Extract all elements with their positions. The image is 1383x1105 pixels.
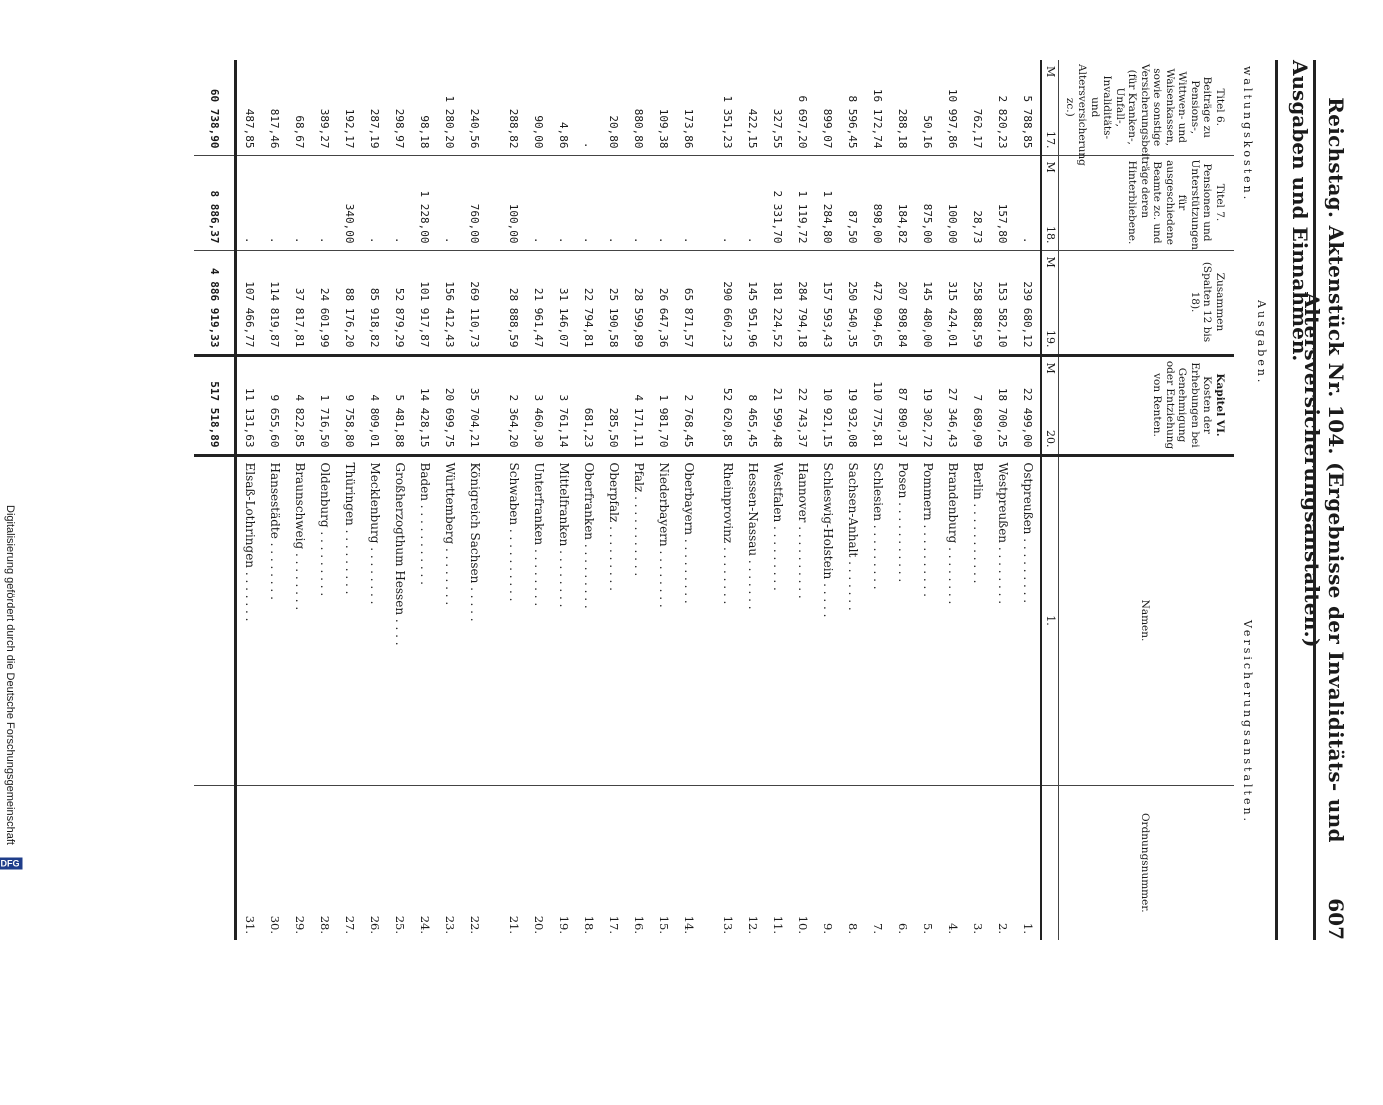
- cell-c18: 87,50: [840, 155, 865, 250]
- cell-ord: 20.: [526, 785, 551, 940]
- cell-ord: 22.: [462, 785, 487, 940]
- unit-name: 1.: [1041, 455, 1059, 785]
- cell-ord: 19.: [551, 785, 576, 940]
- table-row: [337, 60, 362, 940]
- column-header-18: Titel 7. Pensionen und Unterstützungen für ausgeschiedene Beamte zc. und deren Hinterbliebene.: [1059, 155, 1234, 250]
- cell-c20: 2 768,45: [676, 355, 701, 455]
- section-verwaltungskosten: waltungskosten.: [1240, 66, 1254, 203]
- cell-name: Oberfranken . . . . . . . . .: [576, 455, 601, 785]
- table-row: [236, 60, 263, 940]
- cell-c20: 35 704,21: [462, 355, 487, 455]
- cell-c19: 24 601,99: [312, 250, 337, 355]
- cell-c19: 101 917,87: [412, 250, 437, 355]
- cell-c20: 4 822,85: [287, 355, 312, 455]
- cell-c17: 10 997,86: [946, 88, 959, 149]
- table-row: [387, 60, 412, 940]
- cell-c19: 52 879,29: [387, 250, 412, 355]
- cell-ord: 2.: [990, 785, 1015, 940]
- cell-c18: .: [287, 155, 312, 250]
- cell-name: Pommern . . . . . . . . . .: [915, 455, 940, 785]
- scanned-page: [32, 60, 1352, 940]
- cell-ord: 14.: [676, 785, 701, 940]
- cell-c19: 25 190,58: [601, 250, 626, 355]
- table-row: [526, 60, 551, 940]
- cell-name: Oberpfalz . . . . . . . . .: [601, 455, 626, 785]
- table-row: [676, 60, 701, 940]
- cell-c17: 288,82: [507, 108, 520, 149]
- cell-name: Mecklenburg . . . . . . . .: [362, 455, 387, 785]
- cell-c17: 762,17: [971, 108, 984, 149]
- cell-ord: 28.: [312, 785, 337, 940]
- cell-name: Württemberg . . . . . . . .: [437, 455, 462, 785]
- funding-note: [0, 505, 20, 1105]
- cell-c17: 288,18: [896, 108, 909, 149]
- total-name: [194, 455, 236, 785]
- cell-c20: 285,50: [601, 355, 626, 455]
- cell-c17: 68,67: [293, 115, 306, 149]
- cell-name: Thüringen . . . . . . . . .: [337, 455, 362, 785]
- cell-ord: 3.: [965, 785, 990, 940]
- cell-c20: 27 346,43: [940, 355, 965, 455]
- cell-c18: .: [740, 155, 765, 250]
- cell-c17: 90,00: [532, 115, 545, 149]
- cell-c17: 173,86: [682, 108, 695, 149]
- cell-c17: 5 788,85: [1021, 95, 1034, 149]
- cell-c19: 88 176,20: [337, 250, 362, 355]
- cell-c17: 109,38: [657, 108, 670, 149]
- cell-ord: 12.: [740, 785, 765, 940]
- cell-c18: .: [362, 155, 387, 250]
- cell-c19: 21 961,47: [526, 250, 551, 355]
- cell-c20: 14 428,15: [412, 355, 437, 455]
- cell-c19: 145 480,00: [915, 250, 940, 355]
- cell-c17: 20,80: [607, 115, 620, 149]
- table-row: [262, 60, 287, 940]
- cell-c18: .: [262, 155, 287, 250]
- cell-c19: 258 888,59: [965, 250, 990, 355]
- cell-c17: 389,27: [318, 108, 331, 149]
- cell-ord: 7.: [865, 785, 890, 940]
- cell-c17: 1 280,20: [443, 95, 456, 149]
- cell-c20: 9 758,80: [337, 355, 362, 455]
- cell-c18: 1 284,80: [815, 155, 840, 250]
- unit-19: M 19.: [1041, 250, 1059, 355]
- cell-c19: 290 660,23: [715, 250, 740, 355]
- cell-ord: 24.: [412, 785, 437, 940]
- section-heads: [1232, 60, 1272, 940]
- cell-c17: 422,15: [746, 108, 759, 149]
- cell-ord: 4.: [940, 785, 965, 940]
- section-versicherungsanstalten: Versicherungsanstalten.: [1240, 620, 1254, 825]
- cell-name: Hannover . . . . . . . . . .: [790, 455, 815, 785]
- table-row: [765, 60, 790, 940]
- cell-c20: 22 499,00: [1015, 355, 1041, 455]
- cell-ord: 11.: [765, 785, 790, 940]
- cell-ord: 23.: [437, 785, 462, 940]
- cell-c18: .: [551, 155, 576, 250]
- cell-name: Schleswig-Holstein . . . . .: [815, 455, 840, 785]
- cell-ord: 9.: [815, 785, 840, 940]
- total-c18: 8 886,37: [194, 155, 236, 250]
- cell-name: Rheinprovinz . . . . . . . .: [715, 455, 740, 785]
- totals-row: [194, 60, 236, 940]
- cell-name: Brandenburg . . . . . . . .: [940, 455, 965, 785]
- cell-c19: 107 466,77: [236, 250, 263, 355]
- table-row: [790, 60, 815, 940]
- table-row: [815, 60, 840, 940]
- column-header-name: Namen.: [1059, 455, 1234, 785]
- table-row: [840, 60, 865, 940]
- cell-c19: 26 647,36: [651, 250, 676, 355]
- cell-c17: 192,17: [343, 108, 356, 149]
- cell-c18: .: [236, 155, 263, 250]
- dfg-logo: DFG: [0, 857, 23, 869]
- cell-c20: 87 890,37: [890, 355, 915, 455]
- cell-ord: 5.: [915, 785, 940, 940]
- unit-ord: [1041, 785, 1059, 940]
- cell-name: Königreich Sachsen . . . . .: [462, 455, 487, 785]
- unit-20: M 20.: [1041, 355, 1059, 455]
- group-spacer: [701, 60, 715, 940]
- cell-c20: 7 689,09: [965, 355, 990, 455]
- cell-c19: 37 817,81: [287, 250, 312, 355]
- cell-c19: 153 582,10: [990, 250, 1015, 355]
- cell-c19: 114 819,87: [262, 250, 287, 355]
- cell-c17: 6 697,20: [796, 95, 809, 149]
- page-title: Reichstag. Aktenstück Nr. 104. (Ergebnisse der Invaliditäts- und Altersversicherungsanstalten.): [1299, 97, 1348, 843]
- cell-c17: 50,16: [921, 115, 934, 149]
- cell-c18: 100,00: [501, 155, 526, 250]
- cell-c19: 239 680,12: [1015, 250, 1041, 355]
- unit-17: M 17.: [1041, 60, 1059, 155]
- cell-ord: 26.: [362, 785, 387, 940]
- cell-c17: 880,80: [632, 108, 645, 149]
- cell-name: Posen . . . . . . . . . . .: [890, 455, 915, 785]
- cell-name: Niederbayern . . . . . . . .: [651, 455, 676, 785]
- table-row: [1015, 60, 1041, 940]
- cell-name: Pfalz . . . . . . . . . . .: [626, 455, 651, 785]
- cell-c18: 157,80: [990, 155, 1015, 250]
- cell-c19: 31 146,07: [551, 250, 576, 355]
- cell-c18: .: [387, 155, 412, 250]
- cell-c20: 8 465,45: [740, 355, 765, 455]
- cell-c20: 1 716,50: [312, 355, 337, 455]
- table-row: [437, 60, 462, 940]
- table-row: [287, 60, 312, 940]
- cell-c18: .: [576, 155, 601, 250]
- total-ord: [194, 785, 236, 940]
- cell-c18: .: [312, 155, 337, 250]
- cell-c20: 4 809,01: [362, 355, 387, 455]
- cell-c18: .: [526, 155, 551, 250]
- total-c17: 60 738,90: [194, 60, 236, 155]
- cell-c19: 28 599,89: [626, 250, 651, 355]
- header-rule: [1313, 60, 1316, 940]
- cell-ord: 30.: [262, 785, 287, 940]
- cell-ord: 25.: [387, 785, 412, 940]
- cell-name: Hessen-Nassau . . . . . . .: [740, 455, 765, 785]
- cell-ord: 15.: [651, 785, 676, 940]
- cell-name: Großherzogthum Hessen . . . .: [387, 455, 412, 785]
- cell-c18: 898,00: [865, 155, 890, 250]
- cell-c19: 65 871,57: [676, 250, 701, 355]
- cell-c18: 1 119,72: [790, 155, 815, 250]
- cell-c20: 9 655,60: [262, 355, 287, 455]
- subtitle-rule: [1275, 60, 1278, 940]
- cell-c18: .: [651, 155, 676, 250]
- cell-c20: 4 171,11: [626, 355, 651, 455]
- cell-c19: 207 898,84: [890, 250, 915, 355]
- cell-c20: 22 743,37: [790, 355, 815, 455]
- column-header-17: Titel 6. Beiträge zu Pensions-, Wittwen- und Waisenkassen, sowie sonstige Versicherungsbeiträge (für Kranken-, Unfall-, Invaliditäts- und Altersversicherung zc.): [1063, 64, 1226, 185]
- cell-c17: 8 596,45: [846, 95, 859, 149]
- cell-c20: 20 699,75: [437, 355, 462, 455]
- cell-c17: 327,55: [771, 108, 784, 149]
- cell-c17: 298,97: [393, 108, 406, 149]
- cell-ord: 21.: [501, 785, 526, 940]
- cell-name: Mittelfranken . . . . . . . .: [551, 455, 576, 785]
- cell-ord: 10.: [790, 785, 815, 940]
- cell-ord: 6.: [890, 785, 915, 940]
- cell-c18: 875,00: [915, 155, 940, 250]
- table-row: [740, 60, 765, 940]
- kapitel-label: Kapitel VI.: [1213, 373, 1226, 437]
- cell-c17: 2 820,23: [996, 95, 1009, 149]
- cell-c20: 19 302,72: [915, 355, 940, 455]
- cell-c18: 1 228,00: [412, 155, 437, 250]
- cell-c20: 21 599,48: [765, 355, 790, 455]
- cell-c17: 817,46: [268, 108, 281, 149]
- cell-c20: 18 700,25: [990, 355, 1015, 455]
- cell-name: Westpreußen . . . . . . . .: [990, 455, 1015, 785]
- cell-c20: 110 775,81: [865, 355, 890, 455]
- cell-c18: .: [715, 155, 740, 250]
- table-row: [501, 60, 526, 940]
- column-header-ord: Ordnungsnummer.: [1059, 785, 1234, 940]
- cell-c20: 3 761,14: [551, 355, 576, 455]
- column-19-title: Zusammen: [1213, 272, 1226, 332]
- cell-name: Hansestädte . . . . . . . .: [262, 455, 287, 785]
- table-row: [551, 60, 576, 940]
- cell-c17: 487,85: [243, 108, 256, 149]
- cell-c17: 240,56: [468, 108, 481, 149]
- cell-c18: 760,00: [462, 155, 487, 250]
- table-row: [915, 60, 940, 940]
- cell-ord: 13.: [715, 785, 740, 940]
- cell-name: Schwaben . . . . . . . . . .: [501, 455, 526, 785]
- cell-c20: 681,23: [576, 355, 601, 455]
- cell-ord: 31.: [236, 785, 263, 940]
- column-header-row: [1059, 60, 1234, 940]
- cell-c17: 899,07: [821, 108, 834, 149]
- page-subtitle: Ausgaben und Einnahmen.: [1287, 60, 1312, 362]
- table-row: [626, 60, 651, 940]
- cell-c20: 5 481,88: [387, 355, 412, 455]
- cell-c18: 28,73: [965, 155, 990, 250]
- cell-ord: 18.: [576, 785, 601, 940]
- cell-ord: 1.: [1015, 785, 1041, 940]
- cell-name: Unterfranken . . . . . . . .: [526, 455, 551, 785]
- section-ausgaben: Ausgaben.: [1254, 300, 1268, 386]
- cell-c20: 3 460,30: [526, 355, 551, 455]
- cell-name: Elsaß-Lothringen . . . . . . .: [236, 455, 263, 785]
- table-row: [412, 60, 437, 940]
- cell-c17: 1 351,23: [721, 95, 734, 149]
- cell-c19: 269 110,73: [462, 250, 487, 355]
- cell-name: Westfalen . . . . . . . . .: [765, 455, 790, 785]
- unit-18: M 18.: [1041, 155, 1059, 250]
- cell-c19: 250 540,35: [840, 250, 865, 355]
- table-row: [576, 60, 601, 940]
- cell-name: Baden . . . . . . . . . . .: [412, 455, 437, 785]
- cell-c19: 157 593,43: [815, 250, 840, 355]
- cell-ord: 17.: [601, 785, 626, 940]
- column-header-19: [1059, 250, 1234, 355]
- cell-ord: 8.: [840, 785, 865, 940]
- cell-c17: 4,86: [557, 122, 570, 149]
- table-row: [990, 60, 1015, 940]
- cell-name: Schlesien . . . . . . . . .: [865, 455, 890, 785]
- cell-c19: 181 224,52: [765, 250, 790, 355]
- cell-name: Ostpreußen . . . . . . . . .: [1015, 455, 1041, 785]
- cell-c17: .: [582, 141, 595, 149]
- group-spacer: [487, 60, 501, 940]
- cell-c19: 85 918,82: [362, 250, 387, 355]
- unit-row: [1041, 60, 1059, 940]
- cell-c18: 2 331,70: [765, 155, 790, 250]
- funding-text: Digitalisierung gefördert durch die Deutsche Forschungsgemeinschaft: [4, 505, 16, 845]
- cell-ord: 27.: [337, 785, 362, 940]
- cell-c18: .: [1015, 155, 1041, 250]
- cell-c20: 1 981,70: [651, 355, 676, 455]
- cell-c19: 156 412,43: [437, 250, 462, 355]
- cell-c19: 472 094,65: [865, 250, 890, 355]
- cell-name: Oldenburg . . . . . . . . .: [312, 455, 337, 785]
- cell-c20: 52 620,85: [715, 355, 740, 455]
- table-row: [965, 60, 990, 940]
- data-table: [194, 60, 1234, 940]
- cell-c18: 340,00: [337, 155, 362, 250]
- cell-ord: 16.: [626, 785, 651, 940]
- cell-c18: .: [601, 155, 626, 250]
- cell-c18: .: [676, 155, 701, 250]
- table-row: [601, 60, 626, 940]
- table-row: [312, 60, 337, 940]
- column-19-sub: (Spalten 12 bis 18).: [1188, 261, 1213, 343]
- total-c20: 517 518,89: [194, 355, 236, 455]
- cell-name: Braunschweig . . . . . . . .: [287, 455, 312, 785]
- cell-c19: 145 951,96: [740, 250, 765, 355]
- cell-c18: .: [437, 155, 462, 250]
- cell-c17: 98,18: [418, 115, 431, 149]
- table-row: [940, 60, 965, 940]
- cell-name: Sachsen-Anhalt . . . . . . .: [840, 455, 865, 785]
- table-row: [890, 60, 915, 940]
- page-number: 607: [1323, 898, 1348, 940]
- total-c19: 4 886 919,33: [194, 250, 236, 355]
- table-row: [651, 60, 676, 940]
- cell-c18: .: [626, 155, 651, 250]
- cell-ord: 29.: [287, 785, 312, 940]
- cell-c19: 28 888,59: [501, 250, 526, 355]
- table-row: [865, 60, 890, 940]
- column-header-20: [1059, 355, 1234, 455]
- cell-c18: 184,82: [890, 155, 915, 250]
- table-row: [362, 60, 387, 940]
- cell-c20: 10 921,15: [815, 355, 840, 455]
- cell-c19: 315 424,01: [940, 250, 965, 355]
- cell-c19: 22 794,81: [576, 250, 601, 355]
- cell-name: Oberbayern . . . . . . . . .: [676, 455, 701, 785]
- table-row: [715, 60, 740, 940]
- cell-c19: 284 794,18: [790, 250, 815, 355]
- cell-c20: 19 932,08: [840, 355, 865, 455]
- table-row: [462, 60, 487, 940]
- cell-c18: 100,00: [940, 155, 965, 250]
- cell-c20: 2 364,20: [501, 355, 526, 455]
- cell-name: Berlin . . . . . . . . . . .: [965, 455, 990, 785]
- column-20-text: Kosten der Erhebungen bei Genehmigung oder Entziehung von Renten.: [1151, 360, 1213, 450]
- cell-c17: 16 172,74: [871, 88, 884, 149]
- cell-c17: 287,19: [368, 108, 381, 149]
- cell-c20: 11 131,63: [236, 355, 263, 455]
